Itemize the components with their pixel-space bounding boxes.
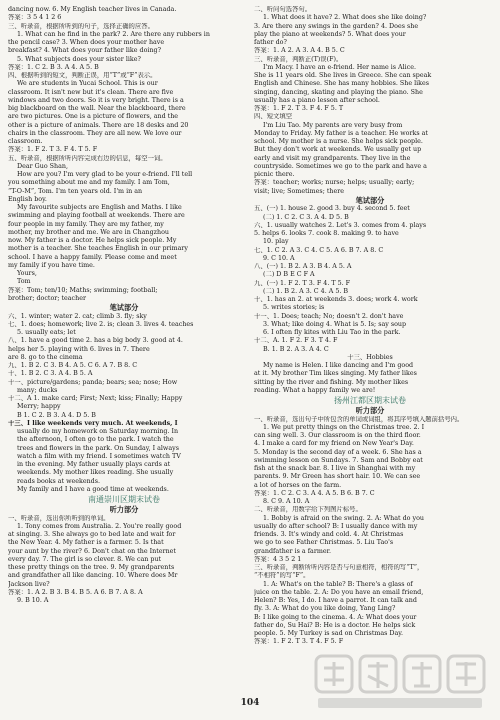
section-heading: 笔试部分 [109, 303, 139, 312]
text-line: “T-O-M”, Tom. I'm ten years old. I'm in an [8, 187, 143, 195]
text-line: 1. What can he find in the park? 2. Are there any rubbers in [17, 30, 210, 38]
text-line: the pencil case? 3. When does your mother have [8, 39, 165, 46]
answer-line: 答案：teacher; works; nurse; helps; usually; early; [254, 179, 415, 187]
exam-title: 南通崇川区期末试卷 [88, 495, 160, 505]
text-line: (二) D B E C F A [263, 271, 315, 279]
answer-line: 答案：3 5 4 1 2 6 [8, 14, 62, 22]
text-line: 十、1. B 2. C 3. A 4. B 5. A [8, 370, 93, 378]
text-line: watch a film with my friend. I sometimes watch TV [17, 452, 181, 460]
text-line: reading. What a happy family we are! [254, 386, 376, 394]
answer-line: 答案：1. A 2. B 3. B 4. B 5. A 6. B 7. A 8. A [8, 588, 143, 596]
text-line: We are students in Yucai School. This is our [17, 80, 158, 88]
text-line: 8. C 9. A 10. A [263, 498, 310, 506]
text-line: 一、听录音，选出你所听到的单词。 [8, 514, 110, 522]
text-line: father do, Su Hai? B: He is a doctor. He helps sick [254, 621, 416, 629]
text-line: But they don't work at weekends. We usually get up [254, 146, 422, 154]
text-line: swimming and playing football at weekends. There are [8, 212, 185, 220]
text-line: B. 1. B 2. A 3. A 4. C [263, 345, 329, 353]
section-heading: 听力部分 [355, 406, 385, 416]
text-line: 9. B 10. A [17, 597, 49, 605]
text-line: 九、1. B 2. C 3. B 4. A 5. C 6. A 7. B 8. C [8, 362, 138, 370]
text-line: reads books at weekends. [17, 477, 101, 485]
text-line: usually has a piano lesson after school. [254, 96, 380, 104]
text-line: swimming lesson on Sundays. 7. Sam and Bobby eat [254, 456, 423, 464]
text-line: 9. C 10. A [263, 254, 295, 262]
text-line: 四、短文填空 [254, 113, 293, 121]
text-line: mother, my brother and me. We are in Changzhou [8, 228, 169, 236]
answer-line: 答案：1. F 2. T 3. T 4. F 5. F [254, 638, 344, 646]
text-line: early and visit my grandparents. They live in the [254, 154, 411, 162]
text-line: My family and I have a good time at weekends. [17, 485, 169, 493]
text-line: we go to see Father Christmas. 5. Liu Tao's [254, 539, 394, 547]
text-line: trees and flowers in the park. On Sunday, I always [17, 444, 179, 452]
text-line: 五、听录音，根据所听内容完成右边的信息，每空一词。 [8, 154, 167, 162]
text-line: English boy. [8, 195, 47, 203]
text-line: 三、听录音，判断正(T)误(F)。 [254, 55, 343, 63]
text-line: 二、听录音，用数字给下列图片标号。 [254, 506, 362, 514]
text-line: breakfast? 4. What does your father like doing? [8, 47, 161, 55]
text-line: I'm Macy. I have an e-friend. Her name is Alice. [263, 63, 417, 71]
text-line: “不相符”的写“F”。 [254, 572, 310, 580]
text-line: Jackson live? [8, 580, 50, 588]
text-line: 十、1. has an 2. at weekends 3. does; work 4. work [254, 296, 418, 304]
text-line: 三、听录音，判断所听内容是否与句意相符，相符的写“T”， [254, 564, 424, 572]
text-line: can sing well. 3. Our classroom is on the third floor. [254, 432, 421, 440]
text-line: school. My mother is a nurse. She helps sick people. [254, 138, 423, 145]
text-line: Helen? B: Yes, I do. I have a parrot. It can talk and [254, 597, 417, 605]
text-line: the afternoon, I often go to the park. I watch the [17, 436, 174, 444]
text-line: 5. writes stories; is [263, 304, 325, 312]
text-line: How are you? I'm very glad to be your e-friend. I'll tell [17, 171, 193, 178]
text-line: 六、1. winter; water 2. cat; climb 3. fly; sky [8, 312, 147, 320]
section-heading: 笔试部分 [355, 195, 385, 205]
text-line: you something about me and my family. I am Tom, [8, 179, 170, 187]
text-line: classroom. [8, 138, 43, 145]
text-line: B 1. C 2. B 3. A 4. D 5. B [17, 411, 96, 419]
text-line: Yours, [17, 270, 37, 277]
page-number: 104 [240, 698, 260, 708]
text-line: 十三、I like weekends very much. At weekends, I [8, 419, 178, 427]
text-line: usually do after school? B: I usually dance with my [254, 522, 418, 530]
text-line: 1. Tony comes from Australia. 2. You're really good [17, 522, 182, 530]
text-line: Merry; happy [17, 403, 61, 411]
text-line: 10. play [263, 238, 289, 246]
text-line: these pretty things on the tree. 9. My grandparents [8, 564, 175, 572]
answer-line: 答案：1. F 2. T 3. F 4. T 5. F [8, 146, 98, 154]
text-line: 一、听录音，选出句子中所包含的单词或词组，将其序号填入题前括号内。 [254, 415, 464, 423]
text-line: 十二、A 1. make card; First; Next; kiss; Finally; Happy [8, 395, 183, 403]
text-line: 1. A: What's on the table? B: There's a glass of [263, 580, 413, 588]
text-line: big blackboard on the wall. Near the blackboard, there [8, 105, 186, 112]
answer-line: 答案：Tom; ten/10; Maths; swimming; football; [8, 286, 158, 294]
text-line: my family if you have time. [8, 261, 95, 269]
text-line: at it. My brother Tim likes singing. My father likes [254, 370, 417, 378]
text-line: 八、(一) 1. B 2. A 3. B 4. A 5. A [254, 263, 352, 271]
text-line: school. I have a happy family. Please come and meet [8, 253, 177, 261]
text-line: 九、(一) 1. F 2. T 3. F 4. T 5. F [254, 279, 351, 287]
text-line: Monday to Friday. My father is a teacher. He works at [254, 129, 428, 137]
text-line: in the evening. My father usually plays cards at [17, 461, 171, 469]
text-line: English and Chinese. She has many hobbies. She likes [254, 80, 430, 88]
text-line: My favourite subjects are English and Maths. I like [17, 204, 182, 211]
text-line: 6. I often fly kites with Liu Tao in the park. [263, 329, 401, 337]
text-line: mother is a teacher. She teaches English in our primary [8, 245, 188, 253]
text-line: 4. I make a card for my friend on New Year's Day. [254, 440, 414, 448]
text-line: 十二、A. 1. F 2. F 3. T 4. F [254, 337, 338, 345]
text-line: your aunt by the river? 6. Don't chat on the Internet [8, 547, 176, 555]
text-line: 十三、Hobbies [347, 353, 393, 361]
text-line: 1. We put pretty things on the Christmas tree. 2. I [263, 423, 425, 431]
text-line: chairs in the classroom. They are all new. We love our [8, 129, 182, 137]
text-line: (二) 1. B 2. A 3. C 4. A 5. B [263, 287, 349, 295]
text-line: fly. 3. A: What do you like doing, Yang Ling? [254, 605, 396, 613]
text-line: 1. Bobby is afraid on the swing. 2. A: What do you [263, 514, 424, 522]
text-line: brother; doctor; teacher [8, 294, 86, 302]
text-line: parents. 9. Mr Green has short hair. 10. We can see [254, 473, 421, 481]
answer-line: 答案：1. A 2. A 3. A 4. B 5. C [254, 47, 345, 55]
text-line: 七、1. C 2. A 3. C 4. C 5. A 6. B 7. A 8. C [254, 246, 384, 254]
text-line: 二、听问句选答句。 [254, 6, 312, 13]
text-line: friends. 3. It's windy and cold. 4. At Christmas [254, 531, 404, 539]
text-line: 五、(一) 1. house 2. good 3. buy 4. second 5. feet [254, 205, 410, 213]
text-line: She is 11 years old. She lives in Greece. She can speak [254, 72, 432, 79]
exam-title: 扬州江都区期末试卷 [334, 396, 406, 406]
text-line: father do? [254, 39, 287, 46]
text-line: 3. What; like doing 4. What is 5. Is; say soup [263, 320, 407, 328]
text-line: picnic there. [254, 171, 295, 178]
text-line: 5. usually eats; let [17, 329, 76, 337]
text-line: now. My father is a doctor. He helps sick people. My [8, 237, 177, 244]
text-line: windows and two doors. So it is very bright. There is a [8, 96, 184, 104]
text-line: (二) 1. C 2. C 3. A 4. D 5. B [263, 213, 349, 221]
left-column [8, 6, 240, 694]
text-line: 六、1. usually watches 2. Let's 3. comes from 4. plays [254, 221, 427, 229]
text-line: the New Year. 4. My father is a farmer. 5. Is that [8, 539, 164, 547]
text-line: every day. 7. The girl is so clever. 8. We can put [8, 555, 162, 563]
text-line: visit; live; Sometimes; there [254, 187, 345, 195]
text-line: 四、根据听到的短文，判断正误，用“T”或“F”表示。 [8, 72, 157, 79]
text-line: 七、1. does; homework; live 2. is; clean 3. lives 4. teaches [8, 320, 194, 328]
text-line: My name is Helen. I like dancing and I'm good [263, 362, 414, 370]
text-line: countryside. Sometimes we go to the park and have a [254, 162, 427, 170]
text-line: weekends. My mother likes reading. She usually [17, 469, 174, 477]
answer-line: 答案：1. F 2. T 3. F 4. F 5. T [254, 105, 344, 112]
text-line: 5. Monday is the second day of a week. 6. She has a [254, 448, 422, 456]
text-line: are two pictures. One is a picture of flowers, and the [8, 113, 179, 121]
text-line: 三、听录音，根据所听到的句子，选择正确的应答。 [8, 22, 154, 30]
text-line: B: I like going to the cinema. 4. A: What does your [254, 613, 417, 621]
text-line: are 8. go to the cinema [8, 353, 83, 361]
text-line: other is a picture of animals. There are 18 desks and 20 [8, 121, 189, 129]
text-line: 3. Are there any swings in the garden? 4. Does she [254, 22, 419, 30]
text-line: usually do my homework on Saturday morning. In [17, 428, 179, 436]
text-line: at singing. 3. She always go to bed late and wait for [8, 531, 176, 539]
text-line: 十一、picture/gardens; panda; bears; sea; nose; How [8, 378, 178, 386]
text-line: 1. What does it have? 2. What does she like doing? [263, 14, 427, 22]
text-line: juice on the table. 2. A: Do you have an email friend, [254, 588, 424, 596]
right-column [254, 6, 486, 694]
text-line: Tom [17, 278, 31, 286]
text-line: 八、1. have a good time 2. has a big body 3. good at 4. [8, 337, 183, 345]
text-line: classroom. It isn't new but it's clean. There are five [8, 88, 174, 96]
text-line: grandfather is a farmer. [254, 547, 331, 555]
text-line: sitting by the river and fishing. My mother likes [254, 378, 409, 386]
text-line: fish at the snack bar. 8. I live in Shanghai with my [254, 465, 416, 473]
text-line: helps her 5. playing with 6. lives in 7. There [8, 345, 150, 353]
text-line: a lot of horses on the farm. [254, 481, 342, 489]
section-heading: 听力部分 [109, 505, 139, 515]
answer-line: 答案：1. C 2. B 3. A 4. A 5. B [8, 63, 99, 71]
answer-line: 答案：1. C 2. C 3. A 4. A 5. B 6. B 7. C [254, 489, 375, 497]
text-line: I'm Liu Tao. My parents are very busy from [263, 121, 403, 129]
text-line: 十一、1. Does; teach; No; doesn't 2. don't have [254, 312, 404, 320]
text-line: dancing now. 6. My English teacher lives in Canada. [8, 6, 177, 13]
answer-line: 答案：4 3 5 2 1 [254, 555, 302, 563]
text-line: many; ducks [17, 386, 58, 394]
text-line: 5. What subjects does your sister like? [17, 55, 141, 63]
text-line: and grandfather all like dancing. 10. Where does Mr [8, 572, 178, 580]
text-line: four people in my family. They are my father, my [8, 220, 164, 228]
text-line: 5. helps 6. looks 7. cook 8. making 9. to have [254, 230, 399, 238]
text-line: Dear Guo Shan, [17, 162, 68, 170]
text-line: singing, dancing, skating and playing the piano. She [254, 88, 423, 96]
text-line: play the piano at weekends? 5. What does your [254, 30, 406, 38]
text-line: people. 5. My Turkey is sad on Christmas Day. [254, 630, 404, 638]
